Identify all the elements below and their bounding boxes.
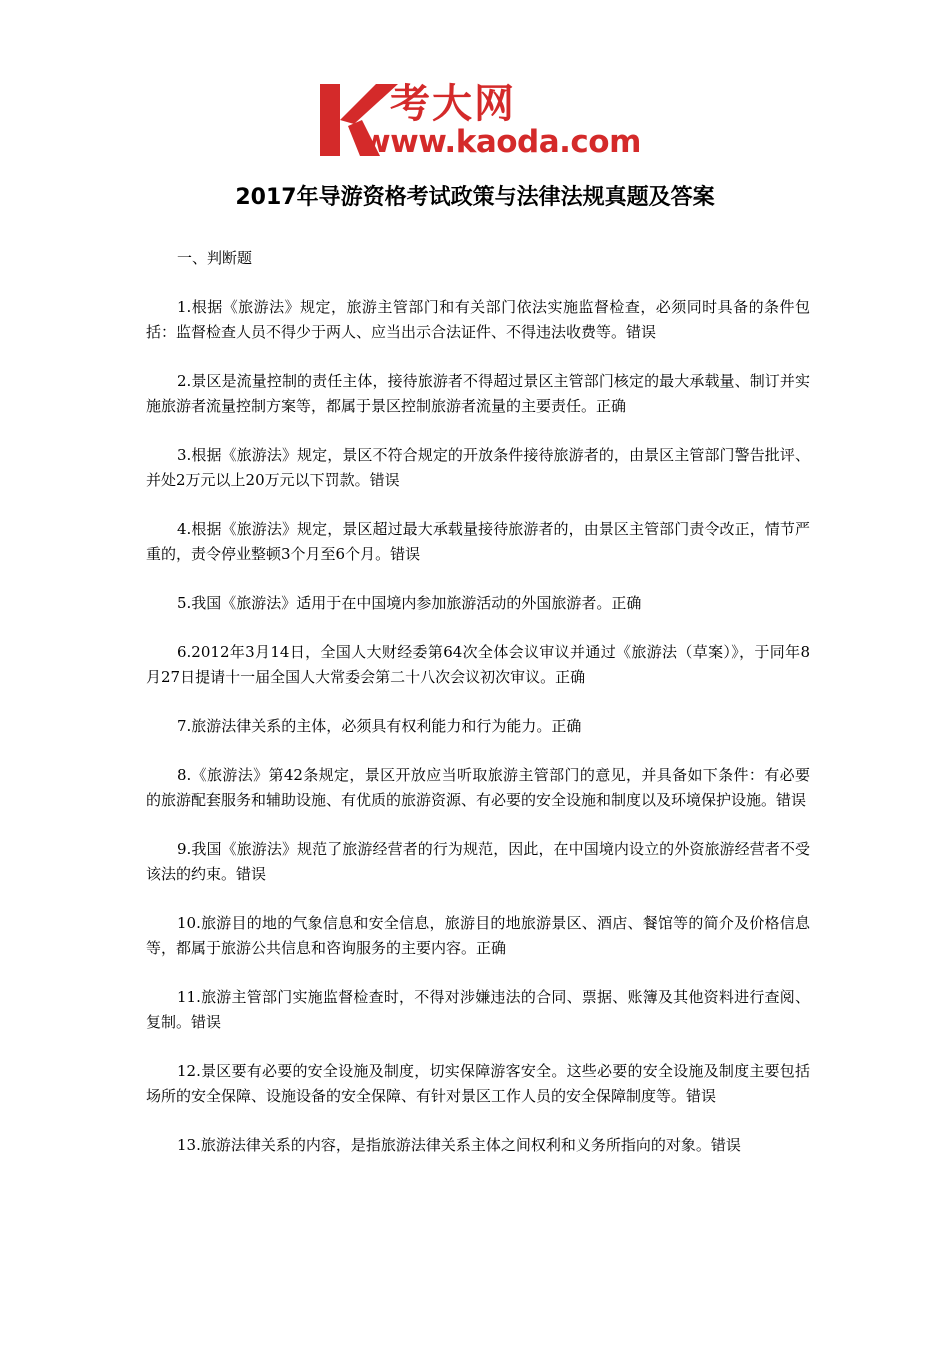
question-item: 11.旅游主管部门实施监督检查时，不得对涉嫌违法的合同、票据、账簿及其他资料进行查阅、复制。错误 <box>146 988 810 1031</box>
question-item: 10.旅游目的地的气象信息和安全信息，旅游目的地旅游景区、酒店、餐馆等的简介及价格信息等，都属于旅游公共信息和咨询服务的主要内容。正确 <box>146 914 810 957</box>
question-item: 3.根据《旅游法》规定，景区不符合规定的开放条件接待旅游者的，由景区主管部门警告批评、并处2万元以上20万元以下罚款。错误 <box>146 446 810 489</box>
document-body <box>146 246 810 1182</box>
question-item: 13.旅游法律关系的内容，是指旅游法律关系主体之间权利和义务所指向的对象。错误 <box>177 1136 741 1154</box>
question-item: 1.根据《旅游法》规定，旅游主管部门和有关部门依法实施监督检查，必须同时具备的条件包括：监督检查人员不得少于两人、应当出示合法证件、不得违法收费等。错误 <box>146 298 810 341</box>
question-item: 7.旅游法律关系的主体，必须具有权利能力和行为能力。正确 <box>177 717 582 735</box>
question-item: 4.根据《旅游法》规定，景区超过最大承载量接待旅游者的，由景区主管部门责令改正，情节严重的，责令停业整顿3个月至6个月。错误 <box>146 520 810 563</box>
kaoda-logo[interactable] <box>318 80 641 160</box>
question-item: 5.我国《旅游法》适用于在中国境内参加旅游活动的外国旅游者。正确 <box>177 594 642 612</box>
question-item: 12.景区要有必要的安全设施及制度，切实保障游客安全。这些必要的安全设施及制度主要包括场所的安全保障、设施设备的安全保障、有针对景区工作人员的安全保障制度等。错误 <box>146 1062 810 1105</box>
question-item: 9.我国《旅游法》规范了旅游经营者的行为规范，因此，在中国境内设立的外资旅游经营者不受该法的约束。错误 <box>146 840 810 883</box>
logo-chinese-name: 考大网 <box>390 81 516 127</box>
section-heading: 一、判断题 <box>177 249 253 267</box>
page-title: 2017年导游资格考试政策与法律法规真题及答案 <box>235 185 715 210</box>
logo-url-text: www.kaoda.com <box>362 124 641 160</box>
question-item: 6.2012年3月14日，全国人大财经委第64次全体会议审议并通过《旅游法（草案）》，于同年8月27日提请十一届全国人大常委会第二十八次会议初次审议。正确 <box>146 643 810 686</box>
question-item: 8.《旅游法》第42条规定，景区开放应当听取旅游主管部门的意见，并具备如下条件：有必要的旅游配套服务和辅助设施、有优质的旅游资源、有必要的安全设施和制度以及环境保护设施。错误 <box>146 766 810 809</box>
question-item: 2.景区是流量控制的责任主体，接待旅游者不得超过景区主管部门核定的最大承载量、制订并实施旅游者流量控制方案等，都属于景区控制旅游者流量的主要责任。正确 <box>146 372 810 415</box>
